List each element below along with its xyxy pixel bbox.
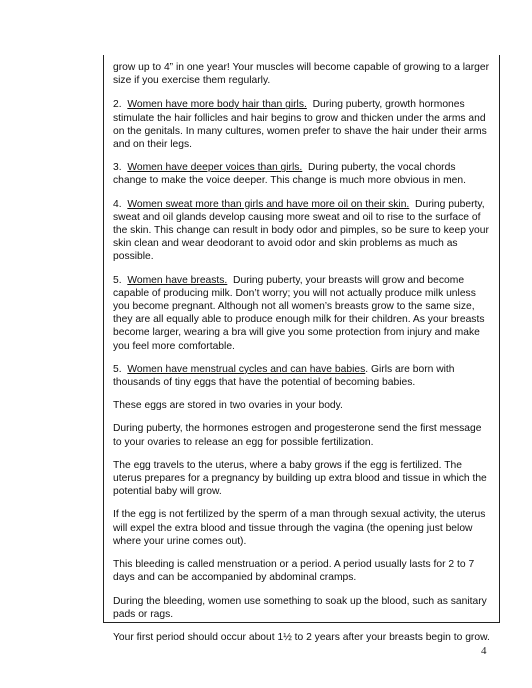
paragraph-text: During the bleeding, women use something to soak up the blood, such as sanitary pads or rags. xyxy=(113,595,487,620)
paragraph-text: During puberty, growth hormones stimulate the hair follicles and hair begins to grow and thicken under the arms and on the genitals. In many cultures, women prefer to shave the hair under their arms and on their legs. xyxy=(113,99,487,151)
paragraph-9 xyxy=(113,459,491,499)
paragraph-text: These eggs are stored in two ovaries in your body. xyxy=(113,400,343,412)
paragraph-text: If the egg is not fertilized by the sperm of a man through sexual activity, the uterus will expel the extra blood and tissue through the vagina (the opening just below where your urine comes out). xyxy=(113,509,486,547)
paragraph-text: During puberty, the vocal chords change to make the voice deeper. This change is much more obvious in men. xyxy=(113,162,466,187)
item-number: 4. xyxy=(113,198,122,210)
paragraph-4 xyxy=(113,198,491,264)
paragraph-3 xyxy=(113,161,491,187)
paragraph-2 xyxy=(113,98,491,151)
paragraph-text: The egg travels to the uterus, where a baby grows if the egg is fertilized. The uterus prepares for a pregnancy by building up extra blood and tissue in which the potential baby will grow. xyxy=(113,459,487,498)
paragraph-5 xyxy=(113,274,491,353)
paragraph-12 xyxy=(113,595,491,621)
page-number: 4 xyxy=(481,645,487,657)
content-box xyxy=(103,55,500,643)
item-heading: Women have breasts. xyxy=(127,274,228,286)
item-heading: Women have menstrual cycles and can have babies xyxy=(127,363,366,375)
item-heading: Women sweat more than girls and have more oil on their skin. xyxy=(127,198,410,210)
paragraph-8 xyxy=(113,422,491,448)
paragraph-text: . Girls are born with thousands of tiny eggs that have the potential of becoming babies. xyxy=(113,363,455,389)
item-number: 5. xyxy=(113,274,122,286)
paragraph-13 xyxy=(113,631,491,644)
paragraph-7 xyxy=(113,399,491,412)
paragraph-1 xyxy=(113,61,491,87)
paragraph-11 xyxy=(113,558,491,584)
item-number: 2. xyxy=(113,99,122,111)
paragraph-text: During puberty, sweat and oil glands develop causing more sweat and oil to rise to the surface of the skin. This change can result in body odor and pimples, so be sure to keep your skin clean and wear deodorant to avoid odor and skin problems as much as possible. xyxy=(113,198,489,263)
paragraph-text: grow up to 4” in one year! Your muscles will become capable of growing to a larger size if you exercise them regularly. xyxy=(113,62,490,87)
paragraph-6 xyxy=(113,363,491,389)
item-heading: Women have more body hair than girls. xyxy=(127,99,307,111)
item-number: 3. xyxy=(113,162,122,174)
item-number: 5. xyxy=(113,363,122,375)
paragraph-text: During puberty, the hormones estrogen and progesterone send the first message to your ovaries to release an egg for possible fertilization. xyxy=(113,423,482,448)
paragraph-text: This bleeding is called menstruation or a period. A period usually lasts for 2 to 7 days and can be accompanied by abdominal cramps. xyxy=(113,559,475,584)
paragraph-text: Your first period should occur about 1½ to 2 years after your breasts begin to grow. xyxy=(113,631,490,643)
paragraph-text: During puberty, your breasts will grow and become capable of producing milk. Don’t worry; you will not actually produce milk unless you become pregnant. Although not all women’s breasts grow to the same size, they are all equally able to produce enough milk for their children. As your breasts become larger, wearing a bra will give you some protection from injury and make you feel more comfortable. xyxy=(113,274,485,352)
item-heading: Women have deeper voices than girls. xyxy=(127,162,303,174)
paragraph-10 xyxy=(113,508,491,548)
